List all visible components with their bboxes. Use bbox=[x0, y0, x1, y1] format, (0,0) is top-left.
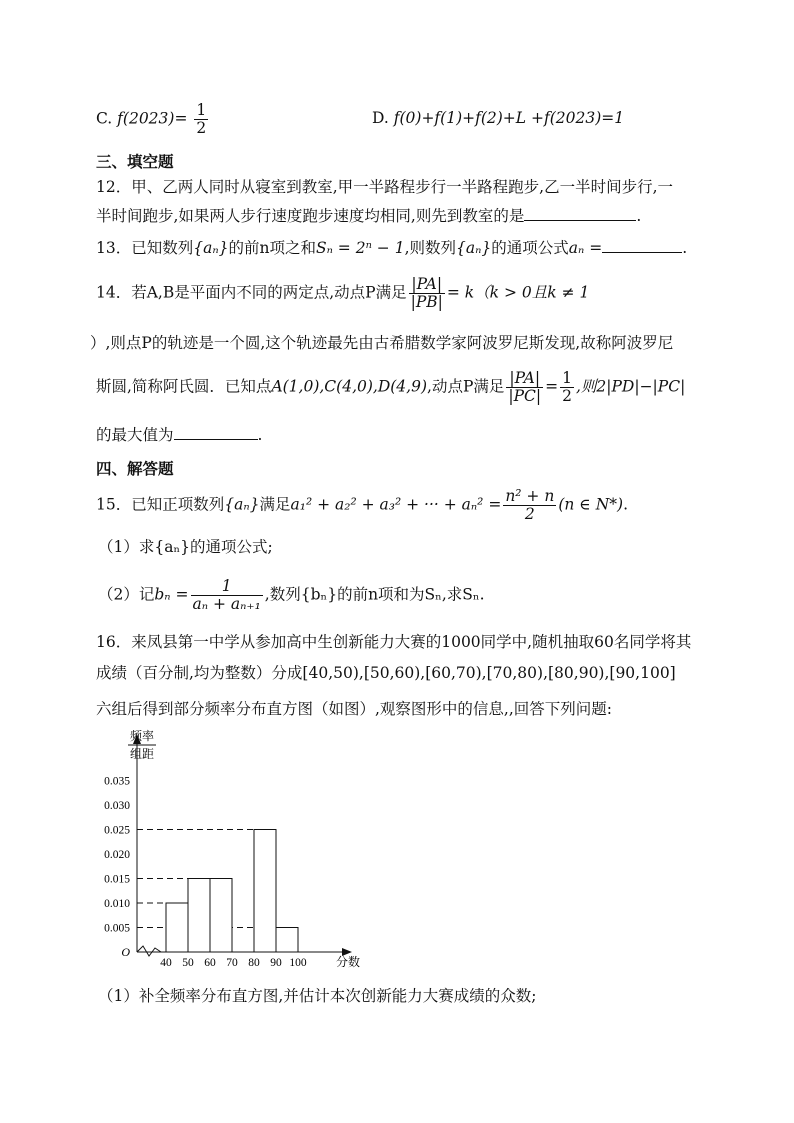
q16-line-2: 成绩（百分制,均为整数）分成[40,50),[50,60),[60,70),[70,80),[80,90),[90,100] bbox=[96, 664, 676, 682]
histogram-bar bbox=[188, 879, 210, 953]
q13-line bbox=[96, 238, 687, 258]
q12-end: . bbox=[636, 207, 642, 225]
q14-points: A(1,0),C(4,0),D(4,9) bbox=[271, 377, 428, 396]
y-tick-label: 0.020 bbox=[104, 849, 130, 861]
q11-option-c bbox=[96, 102, 210, 137]
y-tick-label: 0.015 bbox=[104, 873, 130, 886]
q12-line-1: 12．甲、乙两人同时从寝室到教室,甲一半路程步行一半路程跑步,乙一半时间步行,一 bbox=[96, 178, 674, 196]
q15-condition: (n ∈ N*) bbox=[558, 495, 624, 514]
q12-text: 半时间跑步,如果两人步行速度跑步速度均相同,则先到教室的是 bbox=[96, 207, 525, 225]
q14-ratio-fraction bbox=[409, 276, 445, 311]
q15-part-1: （1）求{aₙ}的通项公式; bbox=[98, 538, 273, 556]
q14-text-known: 斯圆,简称阿氏圆．已知点 bbox=[96, 377, 272, 396]
q14-text-pre: 14．若A,B是平面内不同的两定点,动点P满足 bbox=[96, 283, 407, 302]
q12-answer-blank[interactable] bbox=[524, 206, 636, 221]
q13-sum-formula: Sₙ = 2ⁿ − 1 bbox=[315, 239, 405, 257]
q13-general-term: aₙ = bbox=[568, 239, 603, 257]
q13-text-mid: 的前n项之和 bbox=[228, 239, 316, 257]
histogram-bar bbox=[166, 903, 188, 952]
fraction-denominator: |PB| bbox=[410, 293, 443, 311]
fraction-numerator: |PA| bbox=[411, 275, 443, 293]
q14-text-max: 的最大值为 bbox=[96, 426, 174, 444]
fraction-denominator: |PC| bbox=[508, 387, 542, 405]
histogram-bar bbox=[210, 879, 232, 953]
x-tick-label: 70 bbox=[226, 957, 238, 969]
y-axis-label-top: 频率 bbox=[129, 729, 155, 743]
fraction-numerator: 1 bbox=[562, 369, 572, 387]
x-tick-label: 80 bbox=[248, 957, 260, 969]
q14-half-fraction bbox=[560, 370, 574, 405]
q13-sequence: {aₙ} bbox=[193, 239, 229, 257]
axis-break-mark bbox=[137, 946, 161, 956]
option-c-fraction bbox=[194, 102, 208, 137]
q14-line-3 bbox=[96, 370, 685, 405]
q15-part-2-post: ,数列{bₙ}的前n项和为Sₙ,求Sₙ. bbox=[264, 585, 485, 604]
x-tick-label: 100 bbox=[289, 957, 307, 969]
q15-text-pre: 15．已知正项数列 bbox=[96, 495, 225, 514]
frequency-histogram bbox=[90, 728, 380, 973]
q15-end: . bbox=[623, 495, 628, 514]
y-tick-label: 0.035 bbox=[104, 775, 130, 788]
q15-sequence: {aₙ} bbox=[224, 495, 260, 514]
q12-line-2 bbox=[96, 206, 641, 226]
q15-bn: bₙ = bbox=[154, 585, 189, 604]
x-tick-label: 60 bbox=[204, 957, 216, 969]
fraction-numerator: n² + n bbox=[505, 487, 555, 505]
q15-rhs-fraction bbox=[503, 488, 556, 523]
y-tick-label: 0.025 bbox=[104, 824, 130, 837]
q14-line-2: ）,则点P的轨迹是一个圆,这个轨迹最先由古希腊数学家阿波罗尼斯发现,故称阿波罗尼 bbox=[90, 334, 674, 352]
q13-text-mid2: ,则数列 bbox=[404, 239, 456, 257]
origin-label: O bbox=[121, 945, 130, 959]
histogram-bar bbox=[276, 928, 298, 953]
q15-part-2-pre: （2）记 bbox=[98, 585, 155, 604]
y-tick-label: 0.030 bbox=[104, 800, 130, 812]
x-axis-label: 分数 bbox=[335, 955, 361, 969]
fraction-denominator: aₙ + aₙ₊₁ bbox=[192, 595, 261, 613]
section-4-title: 四、解答题 bbox=[96, 460, 174, 478]
option-c-label: C. bbox=[96, 109, 113, 128]
option-d-expr: f(0)+f(1)+f(2)+L +f(2023)=1 bbox=[393, 109, 625, 127]
q15-bn-fraction bbox=[191, 578, 263, 613]
q16-part-1: （1）补全频率分布直方图,并估计本次创新能力大赛成绩的众数; bbox=[98, 987, 537, 1005]
q14-end: . bbox=[257, 426, 263, 444]
q15-text-mid: 满足 bbox=[259, 495, 291, 514]
q13-answer-blank[interactable] bbox=[602, 238, 682, 253]
section-3-title: 三、填空题 bbox=[96, 153, 174, 171]
q14-equals: = bbox=[545, 377, 559, 396]
q13-text-mid3: 的通项公式 bbox=[491, 239, 569, 257]
q14-answer-blank[interactable] bbox=[174, 425, 258, 440]
histogram-bar bbox=[254, 830, 276, 953]
q14-line-4 bbox=[96, 425, 262, 445]
option-c-expr: f(2023)= bbox=[117, 109, 188, 128]
y-axis-label-bottom: 组距 bbox=[129, 747, 155, 761]
fraction-numerator: |PA| bbox=[509, 369, 541, 387]
q14-text-mid: ,动点P满足 bbox=[427, 377, 505, 396]
q13-end: . bbox=[682, 239, 688, 257]
q16-line-3: 六组后得到部分频率分布直方图（如图）,观察图形中的信息,,回答下列问题: bbox=[96, 700, 613, 718]
q15-line bbox=[96, 488, 628, 523]
y-tick-label: 0.005 bbox=[104, 922, 130, 935]
fraction-denominator: 2 bbox=[196, 119, 207, 137]
y-tick-label: 0.010 bbox=[104, 898, 130, 910]
q13-sequence-2: {aₙ} bbox=[456, 239, 492, 257]
q14-expression: ,则2|PD|−|PC| bbox=[575, 377, 686, 396]
q15-lhs: a₁² + a₂² + a₃² + ··· + aₙ² = bbox=[290, 495, 502, 514]
q13-text-pre: 13．已知数列 bbox=[96, 239, 194, 257]
q14-condition: = k（k > 0且k ≠ 1 bbox=[446, 283, 590, 302]
fraction-numerator: 1 bbox=[196, 101, 207, 119]
option-d-label: D. bbox=[372, 109, 389, 127]
x-tick-label: 50 bbox=[182, 957, 194, 969]
q14-ratio-fraction-2 bbox=[506, 370, 543, 405]
fraction-numerator: 1 bbox=[221, 577, 232, 595]
x-tick-label: 40 bbox=[160, 957, 172, 969]
fraction-denominator: 2 bbox=[503, 505, 556, 523]
q16-line-1: 16．来凤县第一中学从参加高中生创新能力大赛的1000同学中,随机抽取60名同学将其 bbox=[96, 633, 692, 651]
q15-part-2 bbox=[98, 578, 485, 613]
q14-line-1 bbox=[96, 276, 589, 311]
fraction-denominator: 2 bbox=[562, 387, 572, 405]
x-tick-label: 90 bbox=[270, 957, 282, 969]
q11-option-d bbox=[372, 108, 624, 128]
